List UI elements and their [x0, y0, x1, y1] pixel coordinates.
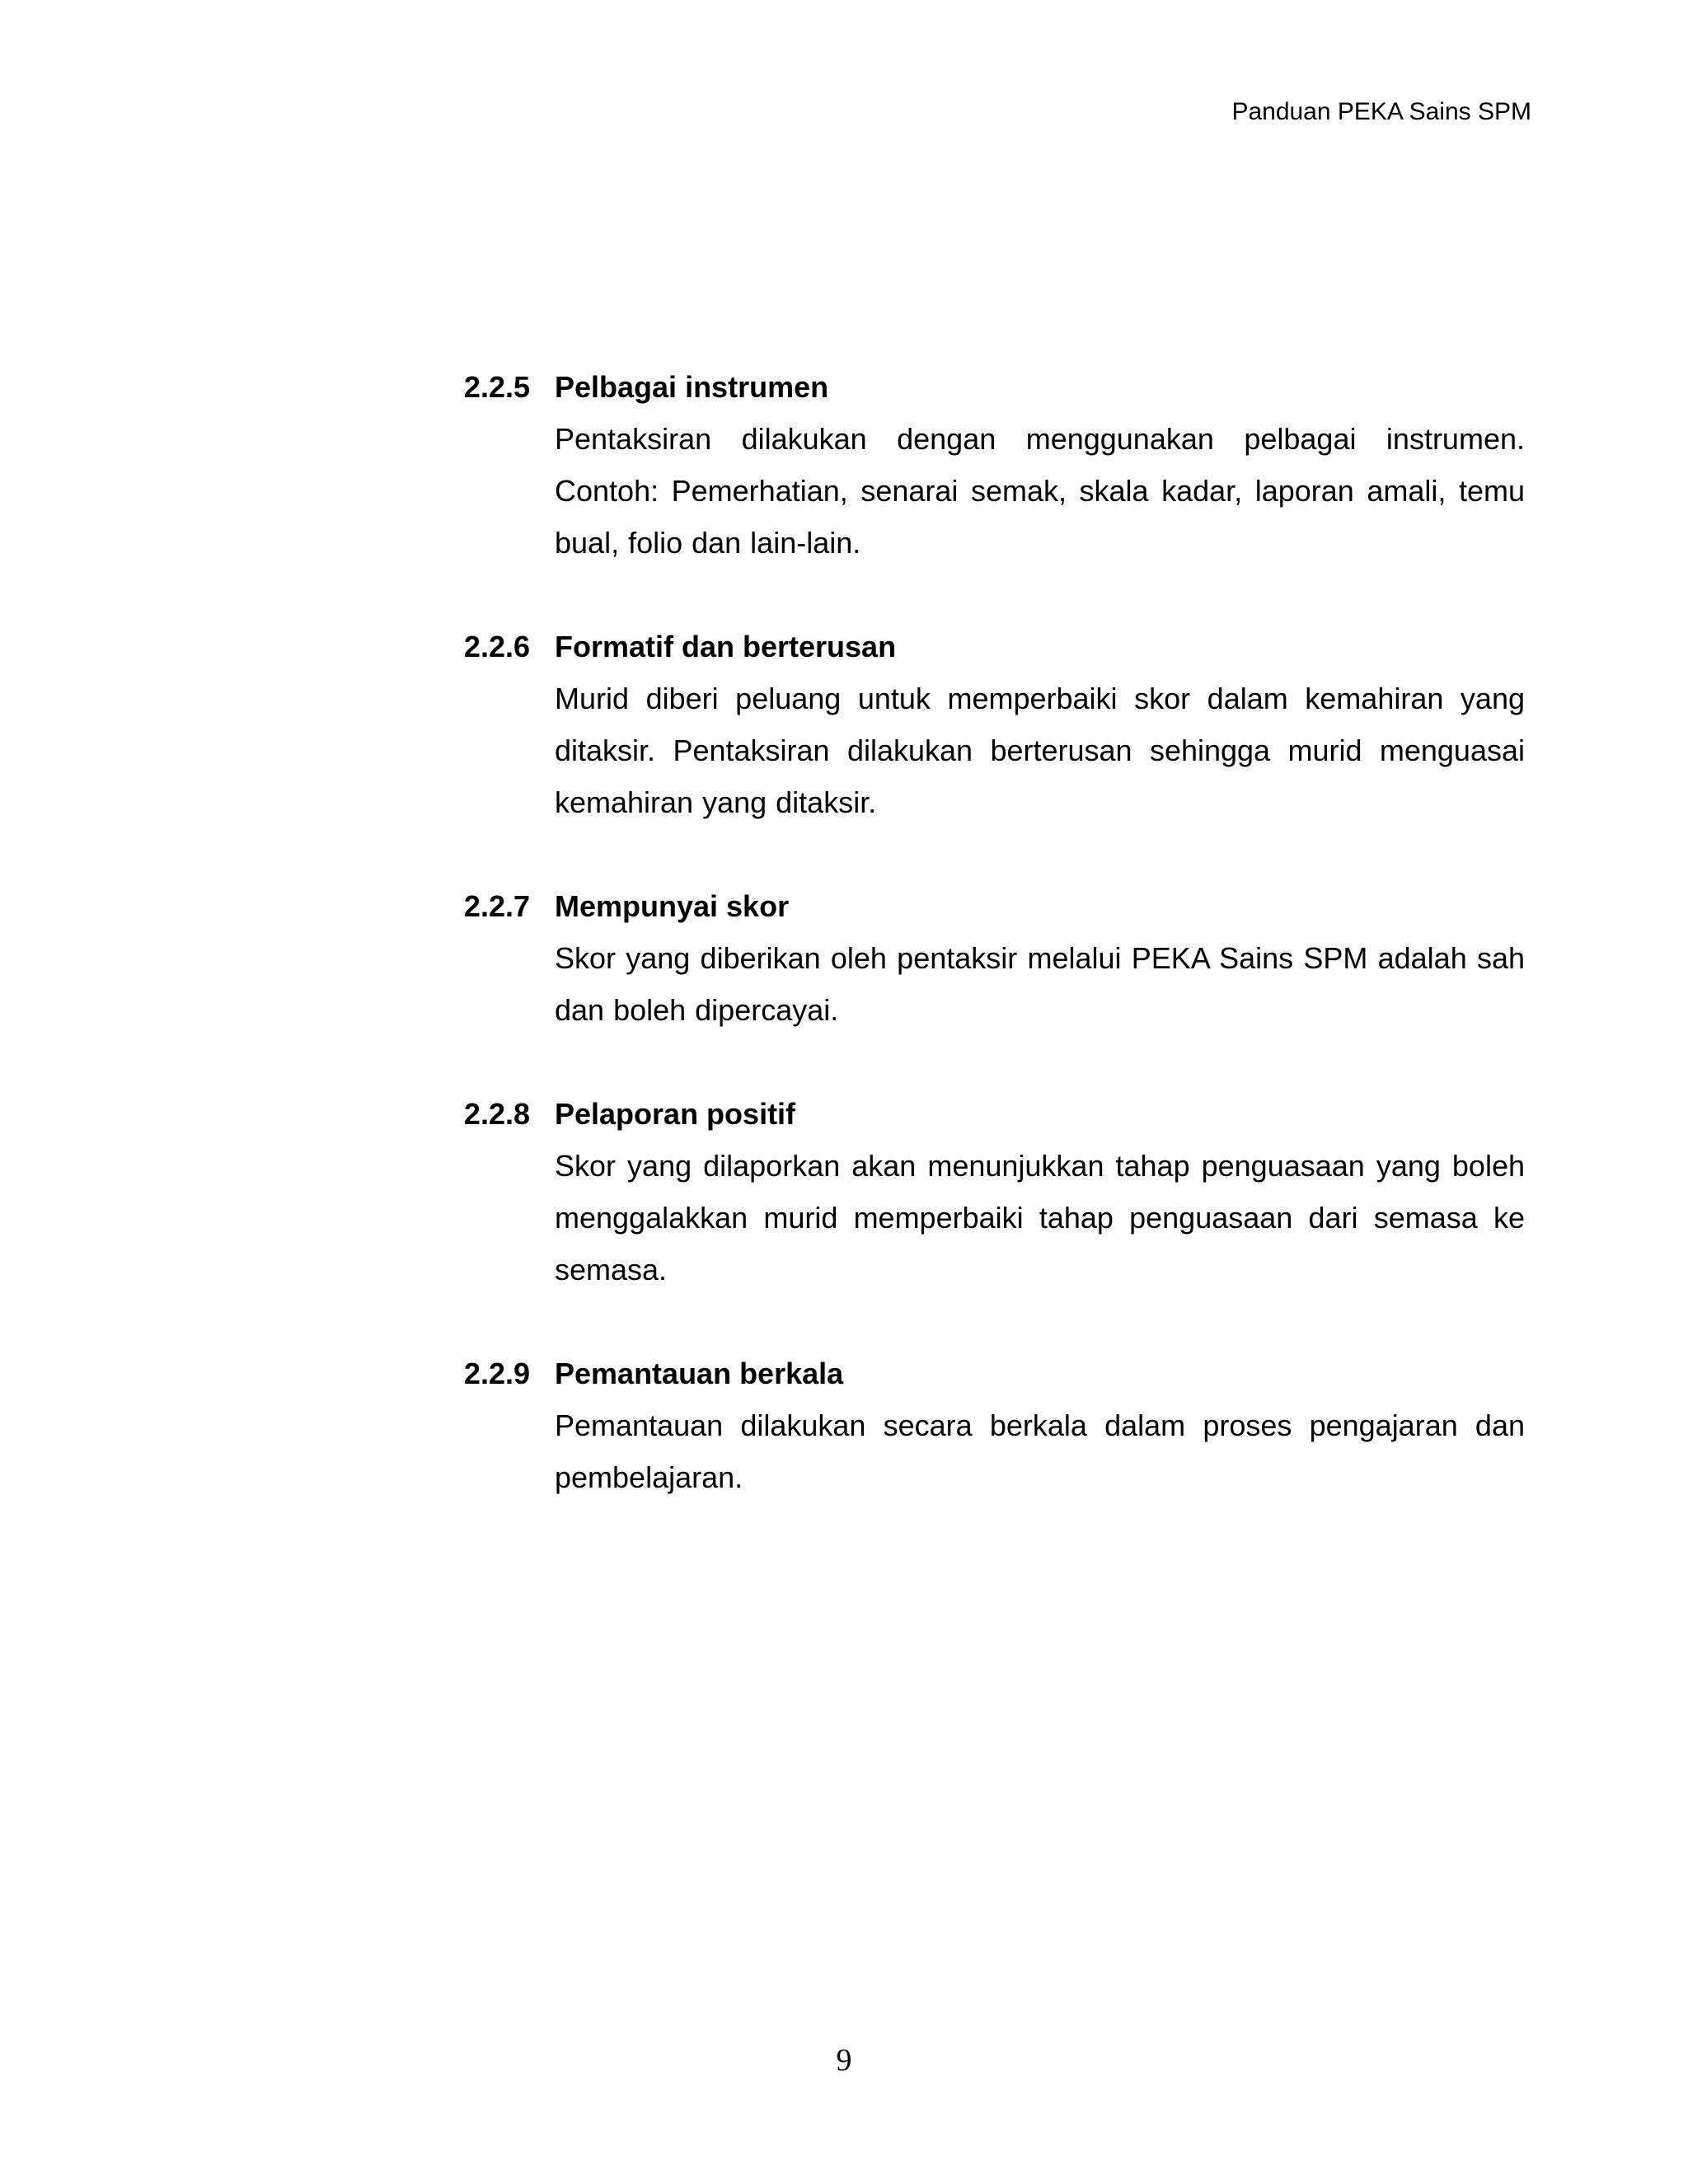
section-heading	[437, 1347, 1525, 1399]
section-title: Pelaporan positif	[555, 1097, 796, 1131]
section-body: Pentaksiran dilakukan dengan menggunakan pelbagai instrumen. Contoh: Pemerhatian, senarai semak, skala kadar, laporan amali, temu bual, folio dan lain-lain.	[555, 422, 1525, 560]
section-heading	[437, 1088, 1525, 1140]
section-list	[437, 361, 1525, 1555]
section-body: Skor yang diberikan oleh pentaksir melalui PEKA Sains SPM adalah sah dan boleh dipercayai.	[555, 941, 1525, 1027]
section-2-2-6	[437, 621, 1525, 828]
section-2-2-9	[437, 1347, 1525, 1503]
section-body: Murid diberi peluang untuk memperbaiki skor dalam kemahiran yang ditaksir. Pentaksiran dilakukan berterusan sehingga murid menguasai kemahiran yang ditaksir.	[555, 682, 1525, 819]
section-number: 2.2.8	[463, 1097, 530, 1131]
running-header: Panduan PEKA Sains SPM	[1231, 98, 1531, 125]
section-body: Pemantauan dilakukan secara berkala dalam proses pengajaran dan pembelajaran.	[555, 1408, 1525, 1494]
section-body: Skor yang dilaporkan akan menunjukkan tahap penguasaan yang boleh menggalakkan murid memperbaiki tahap penguasaan dari semasa ke semasa.	[555, 1149, 1525, 1286]
section-number: 2.2.7	[463, 889, 530, 923]
section-number: 2.2.5	[463, 370, 530, 404]
section-number: 2.2.6	[463, 630, 530, 663]
section-number: 2.2.9	[463, 1357, 530, 1390]
section-2-2-7	[437, 880, 1525, 1036]
section-heading	[437, 361, 1525, 413]
section-title: Pemantauan berkala	[555, 1357, 844, 1390]
section-2-2-5	[437, 361, 1525, 569]
section-heading	[437, 621, 1525, 673]
section-heading	[437, 880, 1525, 932]
section-title: Mempunyai skor	[555, 889, 790, 923]
page-number: 9	[836, 2043, 852, 2078]
section-2-2-8	[437, 1088, 1525, 1296]
section-title: Formatif dan berterusan	[555, 630, 897, 663]
section-title: Pelbagai instrumen	[555, 370, 829, 404]
